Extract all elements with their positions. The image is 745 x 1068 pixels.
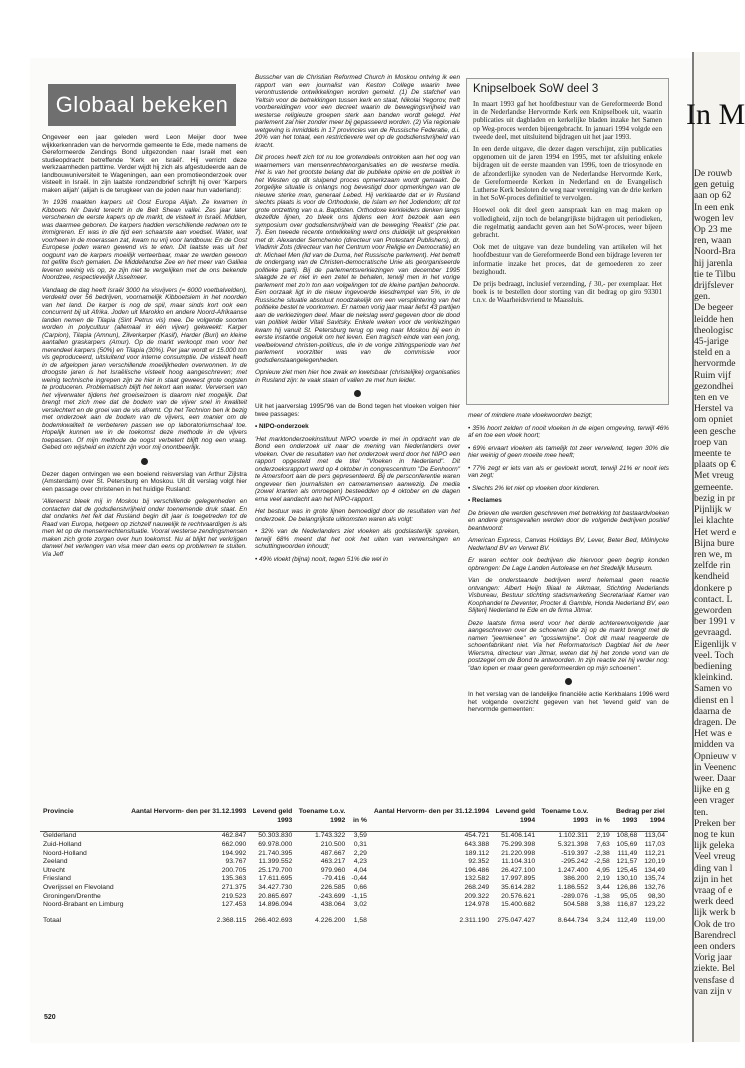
adjacent-page-line: gezondhei — [694, 380, 734, 392]
table-cell: 979.960 — [320, 866, 346, 874]
adjacent-page-line: geworden — [694, 604, 732, 616]
quote-paragraph: 'Allereerst bleek mij in Moskou bij verschillende gelegenheden en contacten dat de godsdienstvrijheid onder toenemende druk staat. En dat ondanks het feit dat Rusland begin dit jaar is toegetreden tot de Raad van Europa, hetgeen op zichzelf nauwelijk te rechtvaardigen is als men let op de mensenrechtensituatie. Vooral westerse zendingsmensen maken zich grote zorgen over hun toekomst. Nu al blijkt het verkrijgen danwel het verlengen van visa meer dan eens op problemen te stuiten. Via Jeff — [42, 498, 247, 558]
adjacent-page-line: ten en ve — [694, 392, 729, 404]
table-row — [40, 901, 668, 910]
table-cell: 662.090 — [221, 840, 247, 848]
table-cell: 1.102.311 — [558, 832, 589, 840]
table-cell: 92.352 — [468, 858, 490, 866]
adjacent-page-line: ziekte. Bel — [694, 963, 736, 975]
table-cell: 17.997.895 — [501, 875, 536, 883]
col-header: Aantal Hervorm- den per 31.12.1994 — [373, 808, 490, 815]
adjacent-page-line: om opniet — [694, 414, 733, 426]
table-cell: 112,21 — [644, 849, 665, 857]
table-cell: 121,57 — [616, 858, 638, 866]
quote-paragraph: Het bestuur was in grote lijnen bemoedigd door de resultaten van het onderzoek. De belangrijkste uitkomsten waren als volgt: — [255, 508, 460, 523]
adjacent-page-line: Het werd e — [694, 526, 737, 538]
table-cell: Groningen/Drenthe — [43, 892, 101, 900]
subheading: • NIPO-onderzoek — [255, 423, 309, 430]
table-cell: 2.311.190 — [459, 916, 490, 924]
bullet-item: • 35% hoort zelden of nooit vloeken in de eigen omgeving, terwijl 46% af en toe een vloek hoort; — [468, 424, 669, 439]
table-cell: Gelderland — [43, 832, 77, 840]
adjacent-page — [686, 52, 745, 1042]
adjacent-page-line: Bijna bure — [694, 537, 735, 549]
adjacent-page-line: Ruim vijf — [694, 369, 732, 381]
adjacent-page-line: tie te Tilbu — [694, 268, 736, 280]
table-cell — [127, 817, 249, 832]
table-cell: 1,58 — [353, 916, 367, 924]
table-cell: 35.614.282 — [501, 883, 536, 891]
table-cell: 462.847 — [221, 832, 247, 840]
adjacent-page-line: leidde hen — [694, 313, 734, 325]
table-cell: 98,30 — [647, 892, 665, 900]
col-header: Toename t.o.v. — [541, 808, 589, 815]
adjacent-page-line: Opnieuw v — [694, 750, 737, 762]
table-cell: -2,58 — [594, 858, 610, 866]
table-cell: 196.486 — [464, 866, 490, 874]
table-cell: 200.705 — [221, 866, 247, 874]
bullet-item: • Slechts 2% let niet op vloeken door kinderen. — [468, 484, 600, 492]
table-cell: 135.363 — [221, 875, 247, 883]
adjacent-page-line: weer. Daar — [694, 772, 736, 784]
adjacent-page-line: hervormde — [694, 358, 736, 370]
paragraph: In het verslag van de landelijke financiële actie Kerkbalans 1996 werd het volgende overzicht gegeven van het 'levend geld' van de hervormde gemeenten: — [468, 691, 669, 713]
adjacent-page-line: zelfde rin — [694, 560, 731, 572]
table-row — [40, 867, 668, 876]
adjacent-page-line: Pijnlijk w — [694, 504, 732, 516]
table-cell: 1993 — [613, 817, 641, 832]
adjacent-page-line: Het was e — [694, 728, 732, 740]
table-cell: 93.767 — [225, 858, 247, 866]
paragraph: Uit het jaarverslag 1995/'96 van de Bond tegen het vloeken volgen hier twee passages: — [255, 403, 460, 418]
table-cell: 487.667 — [320, 849, 346, 857]
quote-paragraph: Van de onderstaande bedrijven werd helemaal geen reactie ontvangen: Albert Heijn filiaal te Alkmaar, Stichting Nederlands Visbureau, Bestuur stichting stadsmarketing Secretariaat Kamer van Koophandel te Deventer, Procter & Gamble, Honda Nederland BV, een Slijterij Nederland te Ede en de firma Jitmar. — [468, 577, 669, 614]
table-cell: 3,24 — [596, 916, 610, 924]
table-cell: 135,74 — [644, 875, 665, 883]
box-paragraph: In maart 1993 gaf het hoofdbestuur van de Gereformeerde Bond in de Nederlandse Hervormde Kerk een Knipselboek uit, waarin publicaties uit dagbladen en kerkelijke bladen inzake het Samen op Weg-proces werden bijeengebracht. In januari 1994 volgde een tweede deel, met uitsluitend bijdragen uit het jaar 1993. — [473, 100, 662, 141]
table-cell: 11.399.552 — [258, 858, 293, 866]
table-cell: 112,49 — [617, 916, 638, 924]
table-cell: 8.644.734 — [557, 916, 589, 924]
adjacent-page-line: daarna de — [694, 705, 732, 717]
table-cell: Zuid-Holland — [43, 840, 82, 848]
quote-paragraph: Dit proces heeft zich tot nu toe grotendeels ontrokken aan het oog van waarnemers van mensenrechtenorganisaties en de westerse media. Het is van het grootste belang dat de publieke opinie en de politiek in het Westen op dit sluipend proces opmerkzaam wordt gemaakt. De zorgelijke situatie is onlangs nog bevestigd door opmerkingen van de nieuwe sterke man, generaal Lebed. Hij verklaarde dat er in Rusland slechts plaats is voor de Orthodoxie, de Islam en het Jodendom; dit tot grote ontzetting van o.a. Baptisten. Orthodoxe kerkleiders denken langs dezelfde lijnen, zo bleek ons tijdens een kort bezoek aan een symposium over godsdienstvrijheid van de beweging 'Realist' (zie par. 7). Een tweede recente ontwikkeling werd ons duidelijk uit gesprekken met dr. Alexander Semchenko (directeur van Protestant Publishers), dr. Vladimir Zots (directeur van het Centrum voor Religie en Democratie) en dr. Michael Men (lid van de Duma, het Russische parlement). Het betreft de ondergang van de Christen-democratische Unie als georganiseerde politieke partij. Bij de parlementsverkiezingen van december 1995 slaagde ze er niet in een zetel te behalen, terwijl men in het vorige parlement met zo'n ton aan volgelingen tot de kleine partijen behoorde. Een oorzaak ligt in de nieuw ingevoerde kiesdrempel van 5%, in de Russische situatie absoluut noodzakelijk om een versplintering van het politieke bestel te voorkomen. Er namen vorig jaar maar liefst 43 partijen aan de verkiezingen deel. Maar de nekslag werd gegeven door de dood van politiek leider Vitali Savitsky. Enkele weken voor de verkiezingen kwam hij vanuit St. Petersburg terug op weg naar Moskou bij een in eerste instantie ongeluk om het leven. Een tragisch einde van een jong, veelbelovend christen-politicus, die in de vorige zittingsperiode van het parlement voorzitter was van de commissie voor godsdienstaangelegenheden. — [255, 154, 460, 364]
col-header: Aantal Hervorm- den per 31.12.1993 — [131, 808, 247, 815]
table-cell: 95,05 — [620, 892, 638, 900]
table-cell: Noord-Holland — [43, 849, 87, 857]
table-cell: 0,31 — [353, 840, 367, 848]
quote-paragraph: Vandaag de dag heeft Israël 3000 ha visvijvers (= 6000 voetbalvelden), verdeeld over 56 bedrijven, voornamelijk Kibboetsiem in het noorden van het land. De karper is nog de spil, maar sinds kort ook een concurrent bij uit Afrika. Joden uit Marokko en andere Noord-Afrikaanse landen nemen de Tilapia (Sint Petrus vis) mee. De volgende soorten worden in polycultuur (allemaal in één vijver) gekweekt: Karper (Carpion), Tilapia (Amnun), Zilverkarper (Kasif), Harder (Buri) en kleine aantallen graskarpers (Amur). Op de markt verkoopt men voor het merendeel karpers (50%) en Tilapia (30%). Per jaar wordt er 15.000 ton vis geproduceerd, uitsluitend voor interne consumptie. De visteelt heeft in de afgelopen jaren verschillende moeilijkheden overwonnen. In de droogste jaren is het Israëlische visteelt hoog aangeschreven; met weinig technische ingrepen zijn ze hier in staat geweest grote oogsten te produceren. Problematisch blijft het tekort aan water. Verversen van het vijverwater tijdens het groeiseizoen is daarom niet mogelijk. Dat brengt met zich mee dat de bodem van de vijver snel in kwaliteit verslechtert en de groei van de vis afremt. Op het Technion ben ik bezig met onderzoek aan de bodem van de vijvers, een manier om de bodemkwaliteit te verbeteren passen we op laboratoriumschaal toe. Hopelijk kunnen we in de toekomst deze methode in de vijvers toepassen. Of mijn methode de oogst verbetert blijft nog een vraag. Gebed om wijsheid en inzicht zijn voor mij onontbeerlijk. — [42, 286, 247, 451]
table-cell: 125,45 — [616, 866, 638, 874]
table-cell — [370, 817, 492, 832]
knipselboek-box — [466, 78, 669, 405]
table-cell: 386.200 — [563, 875, 589, 883]
table-cell: -79.416 — [322, 875, 346, 883]
section-dot — [565, 678, 572, 685]
bullet-item: • 49% vloekt (bijna) nooit, tegen 51% die wel in — [255, 555, 388, 563]
table-cell — [40, 817, 127, 832]
adjacent-page-line: kendheid — [694, 571, 730, 583]
paragraph: Dezer dagen ontvingen we een boeiend reisverslag van Arthur Zijlstra (Amsterdam) over St. Petersburg en Moskou. Uit dit verslag volgt hier een passage over christenen in het huidige Rusland: — [42, 470, 247, 493]
table-cell: 1993 — [538, 817, 591, 832]
table-cell: 1.743.322 — [315, 832, 346, 840]
table-cell: 268.249 — [464, 883, 490, 891]
table-cell: Totaal — [43, 916, 62, 924]
table-cell: 4,95 — [596, 866, 610, 874]
table-cell: 69.978.000 — [258, 840, 293, 848]
adjacent-page-line: nog te kun — [694, 828, 735, 840]
quote-paragraph: Er waren echter ook bedrijven die hiervoor geen begrip konden opbrengen: De Lage Landen Autolease en het Stedelijk Museum. — [468, 557, 669, 572]
table-cell: 1.186.552 — [557, 883, 589, 891]
adjacent-page-line: dragen. De — [694, 716, 737, 728]
adjacent-page-line: aan op 62 — [694, 190, 732, 202]
table-cell: 3,44 — [596, 883, 610, 891]
article-column-3 — [468, 412, 669, 800]
table-cell: Zeeland — [43, 858, 68, 866]
table-cell: 113,04 — [644, 832, 665, 840]
adjacent-page-line: in Veenenc — [694, 761, 737, 773]
quote-paragraph: American Express, Canvas Holidays BV, Lever, Beter Bed, Mölnlycke Nederland BV en Verwet BV. — [468, 537, 669, 552]
paragraph: Ongeveer een jaar geleden werd Leon Meijer door twee wijkkerkenraden van de hervormde gemeente te Ede, mede namens de Gereformeerde Zendings Bond uitgezonden naar Israël met een studieopdracht betreffende 'Kerk en Israël'. Hij verricht deze werkzaamheden parttime. Verder wijdt hij zich als afgestudeerde aan de landbouwuniversiteit te Wageningen, aan een promotieonderzoek over visteelt in Israël. In zijn laatste rondzendbrief schrijft hij over 'Karpers maken alijah' (alijah is de terugkeer van de joden naar hun vaderland): — [42, 134, 247, 194]
adjacent-page-line: een onders — [694, 941, 736, 953]
col-header: Provincie — [43, 808, 74, 815]
adjacent-page-line: wogen lev — [694, 212, 734, 224]
page-number: 520 — [44, 1014, 56, 1021]
table-cell: 11.104.310 — [501, 858, 536, 866]
adjacent-page-line: een gesche — [694, 425, 736, 437]
col-header: Bedrag per ziel — [616, 808, 665, 815]
adjacent-page-line: gemeente. — [694, 481, 734, 493]
table-cell: 117,03 — [644, 840, 665, 848]
adjacent-page-line: ren, waan — [694, 235, 732, 247]
table-cell: -2,38 — [594, 849, 610, 857]
table-row — [40, 893, 668, 902]
table-row — [40, 875, 668, 884]
table-cell: 1994 — [640, 817, 668, 832]
table-cell: 17.611.695 — [258, 875, 293, 883]
quote-paragraph: Busscher van de Christian Reformed Church in Moskou ontving ik een rapport van een journalist van Keston College waarin twee verontrustende ontwikkelingen worden gemeld. (1) De stafchef van Yeltsin voor de betrekkingen tussen kerk en staat, Nikolai Yegorov, treft voorbereidingen voor een decreet waarin de bewegingsvrijheid van westerse religieuze groepen sterk aan banden wordt gelegd. Het parlement zal hier zonder meer bij gepasseerd worden. (2) Via regionale wetgeving is inmiddels in 17 provincies van de Russische Federatie, d.i. 20% van het totaal, een restrictievere wet op de godsdienstvrijheid van kracht. — [255, 74, 460, 149]
table-cell: 219.523 — [221, 892, 247, 900]
table-cell: 504.588 — [563, 901, 589, 909]
table-cell: 25.179.700 — [258, 866, 293, 874]
table-cell: 2,29 — [353, 849, 367, 857]
subheading: • Reclames — [468, 497, 502, 504]
article-column-1 — [42, 134, 247, 799]
adjacent-page-line: Herstel va — [694, 403, 734, 415]
table-cell: 2,19 — [596, 832, 610, 840]
quote-paragraph: meer of mindere mate vloekwoorden bezigt; — [468, 412, 593, 419]
table-cell: 116,87 — [617, 901, 638, 909]
adjacent-page-line: zijn in het — [694, 873, 733, 885]
table-cell: 1992 — [295, 817, 348, 832]
table-cell: 463.217 — [320, 858, 346, 866]
table-cell: 132,76 — [644, 883, 665, 891]
adjacent-page-line: lijk werk b — [694, 907, 736, 919]
table-total-row — [40, 910, 668, 926]
table-cell: 124.978 — [464, 901, 490, 909]
levend-geld-table — [40, 807, 668, 925]
quote-paragraph: 'In 1936 maakten karpers uit Oost Europa Alijah. Ze kwamen in Kibboets Nir David terecht in de Beit Shean vallei. Zes jaar later verschenen de eerste kapers op de markt, de visteelt in Israël. Midden, was daarmee geboren. De karpers hadden verschillende redenen om te immigreren. Er was in die tijd een schaarste aan voedsel. Water, wat voorheen in de moerassen zat, kwam nu vrij voor landbouw. En de Oost Europese joden waren gewend vis te eten. Dit laatste was uit het oogpunt van de karpers moeilijk verteerbaar, maar ze werden gewoon tot gefilte fisch gemalen. De Middellandse Zee en het meer van Galilea leveren weinig vis op, ze zijn niet te vergelijken met de ons bekende Noordzee, respectievelijk IJsselmeer. — [42, 199, 247, 281]
table-cell: 120,19 — [644, 858, 665, 866]
table-cell: -1,15 — [351, 892, 367, 900]
adjacent-page-line: Vorig jaar — [694, 952, 732, 964]
adjacent-page-line: lei klachte — [694, 515, 734, 527]
table-cell: Overijssel en Flevoland — [43, 883, 114, 891]
table-cell: 454.721 — [464, 832, 490, 840]
table-cell: 643.388 — [464, 840, 490, 848]
adjacent-page-line: De rouwb — [694, 168, 733, 179]
table-cell: 21.220.998 — [501, 849, 536, 857]
box-paragraph: Ook met de uitgave van deze bundeling van artikelen wil het hoofdbestuur van de Gereformeerde Bond een bijdrage leveren ter informatie inzake het proces, dat de gemoederen zo zeer bezighoudt. — [473, 243, 662, 276]
adjacent-page-line: Eigenlijk v — [694, 638, 737, 650]
adjacent-page-line: In een enk — [694, 201, 734, 213]
adjacent-page-line: midden va — [694, 739, 735, 751]
table-row — [40, 858, 668, 867]
adjacent-page-line: Noord-Bra — [694, 246, 736, 258]
quote-paragraph: De brieven die werden geschreven met betrekking tot bastaardvloeken en andere grensgevallen werden door de volgende bedrijven positief beantwoord: — [468, 509, 669, 532]
adjacent-page-line: roep van — [694, 436, 728, 448]
adjacent-page-line: ten. — [694, 806, 709, 818]
article-column-2 — [255, 74, 460, 799]
table-cell: in % — [591, 817, 613, 832]
table-cell: 275.047.427 — [497, 916, 536, 924]
section-dot — [141, 458, 148, 465]
table-cell: 20.865.697 — [258, 892, 293, 900]
col-header — [591, 807, 613, 817]
adjacent-page-line: vraag of e — [694, 885, 733, 896]
adjacent-page-line: kleinkind. — [694, 672, 733, 684]
table-cell: 4,23 — [353, 858, 367, 866]
table-cell: 15.400.682 — [501, 901, 536, 909]
adjacent-page-line: een vrager — [694, 795, 735, 807]
table-cell: 226.585 — [320, 883, 346, 891]
table-cell: 4.226.200 — [315, 916, 346, 924]
table-cell: 50.303.830 — [258, 832, 293, 840]
adjacent-page-title: In M — [686, 98, 745, 131]
table-cell: 75.299.398 — [501, 840, 536, 848]
section-banner: Globaal bekeken — [48, 84, 236, 126]
table-cell: Noord-Brabant en Limburg — [43, 901, 124, 909]
table-cell: 438.064 — [320, 901, 346, 909]
col-header: Levend geld — [495, 808, 536, 815]
table-cell: 0,66 — [353, 883, 367, 891]
adjacent-page-line: Samen vo — [694, 683, 733, 695]
adjacent-page-line: gevraagd. — [694, 627, 732, 639]
table-row — [40, 850, 668, 859]
table-cell: 1994 — [492, 817, 538, 832]
table-cell: 111,49 — [617, 849, 638, 857]
adjacent-page-line: lijk geleka — [694, 840, 735, 852]
table-cell: -519.397 — [561, 849, 589, 857]
box-paragraph: In een derde uitgave, die dezer dagen verschijnt, zijn publicaties opgenomen uit de jaren 1994 en 1995, met ter afsluiting enkele bijdragen uit de eerste maanden van 1996, toen de triosynode en de afzonderlijke synoden van de Nederlandse Hervormde Kerk, de Gereformeerde Kerken in Nederland en de Evangelisch Lutherse Kerk besloten de weg naar vereniging van de drie kerken in het SoW-proces definitief te vervolgen. — [473, 145, 662, 203]
adjacent-page-line: ren we, m — [694, 548, 733, 560]
table-row — [40, 841, 668, 850]
table-cell: 26.427.100 — [501, 866, 536, 874]
table-cell: 127.453 — [221, 901, 247, 909]
bullet-item: • 32% van de Nederlanders ziet vloeken als godslasterlijk spreken, terwijl 68% meent dat het ook het uiten van verwensingen en schuttingwoorden inhoudt; — [255, 528, 460, 550]
adjacent-page-line: gen. — [694, 291, 711, 303]
table-year-row — [40, 817, 668, 832]
adjacent-page-line: van zijn v — [694, 985, 732, 997]
adjacent-page-line: meente te — [694, 448, 732, 460]
adjacent-page-text — [694, 168, 736, 997]
adjacent-page-line: contact. L — [694, 593, 733, 605]
table-cell: 132.582 — [464, 875, 490, 883]
adjacent-page-line: Met vreug — [694, 470, 734, 482]
adjacent-page-line: dienst en l — [694, 694, 734, 706]
quote-paragraph: 'Het marktonderzoekinstituut NIPO voerde in mei in opdracht van de Bond een onderzoek uit naar de mening van Nederlanders over vloeken. Over de resultaten van het onderzoek werd door het NIPO een rapport opgesteld met de titel "Vloeken in Nederland". Dit onderzoeksrapport werd op 4 oktober in congrescentrum "De Eenhoorn" te Amersfoort aan de pers gepresenteerd. Bij de persconferentie waren ongeveer tien journalisten en cameramensen aanwezig. De media (zowel kranten als omroepen) besteedden op 4 oktober en de dagen erna veel aandacht aan het NIPO-rapport. — [255, 435, 460, 503]
table-cell: 130,10 — [616, 875, 638, 883]
table-header-row — [40, 807, 668, 817]
table-cell: 134,49 — [644, 866, 665, 874]
table-cell: 20.576.621 — [501, 892, 536, 900]
adjacent-page-line: bezig in pr — [694, 492, 736, 504]
adjacent-page-line: Veel vreug — [694, 851, 736, 863]
box-paragraph: Hoewel ook dit deel geen aanspraak kan en mag maken op volledigheid, zijn toch de belangrijkste bijdragen uit periodieken, die regelmatig aandacht geven aan het SoW-proces, weer bijeen gebracht. — [473, 206, 662, 240]
adjacent-page-line: De begeer — [694, 302, 734, 314]
table-cell: 14.896.094 — [258, 901, 293, 909]
table-cell: 2.368.115 — [216, 916, 247, 924]
col-header: Levend geld — [252, 808, 293, 815]
table-cell: 1.247.400 — [557, 866, 589, 874]
table-cell: 1993 — [249, 817, 295, 832]
adjacent-page-line: plaats op € — [694, 459, 736, 471]
bullet-item: • 69% ervaart vloeken als tamelijk tot zeer vervelend, tegen 30% die hier weinig of geen moeite mee heeft; — [468, 444, 669, 459]
table-cell: Friesland — [43, 875, 71, 883]
table-cell: 209.322 — [464, 892, 490, 900]
adjacent-page-line: bediening — [694, 660, 732, 672]
table-cell: 3,02 — [353, 901, 367, 909]
table-cell: 34.427.730 — [258, 883, 293, 891]
table-cell: 105,69 — [616, 840, 638, 848]
adjacent-page-line: ding van l — [694, 862, 733, 874]
table-cell: 210.500 — [320, 840, 346, 848]
col-header — [348, 807, 370, 817]
adjacent-page-line: gen getuig — [694, 179, 735, 191]
adjacent-page-line: theologisc — [694, 324, 734, 336]
box-title: Knipselboek SoW deel 3 — [473, 83, 599, 95]
table-cell: 4,04 — [353, 866, 367, 874]
table-cell: 119,00 — [644, 916, 665, 924]
table-cell: 51.406.141 — [501, 832, 536, 840]
table-cell: 126,86 — [616, 883, 638, 891]
adjacent-page-line: lijke en g — [694, 784, 730, 796]
table-cell: 5.321.398 — [557, 840, 589, 848]
table-cell: -295.242 — [561, 858, 589, 866]
adjacent-page-line: donkere p — [694, 582, 733, 594]
adjacent-page-line: ber 1991 v — [694, 616, 736, 628]
adjacent-page-line: steld en a — [694, 347, 731, 359]
table-cell: -0,44 — [351, 875, 367, 883]
quote-paragraph: Opnieuw ziet men hier hoe zwak en kwetsbaar (christelijke) organisaties in Rusland zijn: te vaak staan of vallen ze met hun leider. — [255, 369, 460, 384]
section-dot — [354, 390, 361, 397]
bullet-item: • 77% zegt er iets van als er gevloekt wordt, terwijl 21% er nooit iets van zegt; — [468, 464, 669, 479]
adjacent-page-line: Op 23 me — [694, 224, 732, 236]
table-row — [40, 832, 668, 841]
table-cell: 3,38 — [596, 901, 610, 909]
table-row — [40, 884, 668, 893]
table-cell: 189.112 — [465, 849, 490, 857]
adjacent-page-line: hij jarenla — [694, 257, 733, 269]
table-cell: -1,38 — [594, 892, 610, 900]
table-cell: 266.402.693 — [254, 916, 293, 924]
table-cell: 194.992 — [221, 849, 247, 857]
table-cell: 271.375 — [221, 883, 247, 891]
table-cell: -289.076 — [561, 892, 589, 900]
table-cell: 7,63 — [596, 840, 610, 848]
adjacent-page-line: Barendrecl — [694, 929, 737, 941]
col-header: Toename t.o.v. — [298, 808, 346, 815]
table-cell: -243.699 — [318, 892, 346, 900]
adjacent-page-line: Ook de tro — [694, 918, 736, 930]
table-cell: 21.740.395 — [258, 849, 293, 857]
box-paragraph: De prijs bedraagt, inclusief verzending, ƒ 30,- per exemplaar. Het boek is te bestellen door storting van dit bedrag op giro 93301 t.n.v. de Waarheidsvriend te Maassluis. — [473, 280, 662, 305]
table-cell: 2,19 — [596, 875, 610, 883]
adjacent-page-line: drijfslever — [694, 280, 734, 292]
quote-paragraph: Deze laatste firma werd voor het derde achtereenvolgende jaar aangeschreven over de schoenen die zij op de markt brengt met de namen "jeemienee" en "gossiemijne". Ook dit maal reageerde de schoenfabrikant niet. Via het Reformatorisch Dagblad liet de heer Wiersma, directeur van Jitmar, weten dat hij het zonde vond van de postzegel om de Bond te antwoorden. In zijn reactie zei hij verder nog: "dan lopen er maar geen gereformeerden op mijn schoenen". — [468, 619, 669, 672]
table-cell: 3,59 — [353, 832, 367, 840]
table-cell: in % — [348, 817, 370, 832]
adjacent-page-line: vensfase d — [694, 974, 735, 986]
table-cell: 123,22 — [644, 901, 665, 909]
adjacent-page-line: werk deed — [694, 896, 734, 908]
table-cell: Utrecht — [43, 866, 65, 874]
adjacent-page-line: Preken ber — [694, 817, 736, 829]
adjacent-page-line: veel. Toch — [694, 649, 734, 661]
adjacent-page-line: 45-jarige — [694, 336, 729, 348]
table-cell: 108,68 — [616, 832, 638, 840]
